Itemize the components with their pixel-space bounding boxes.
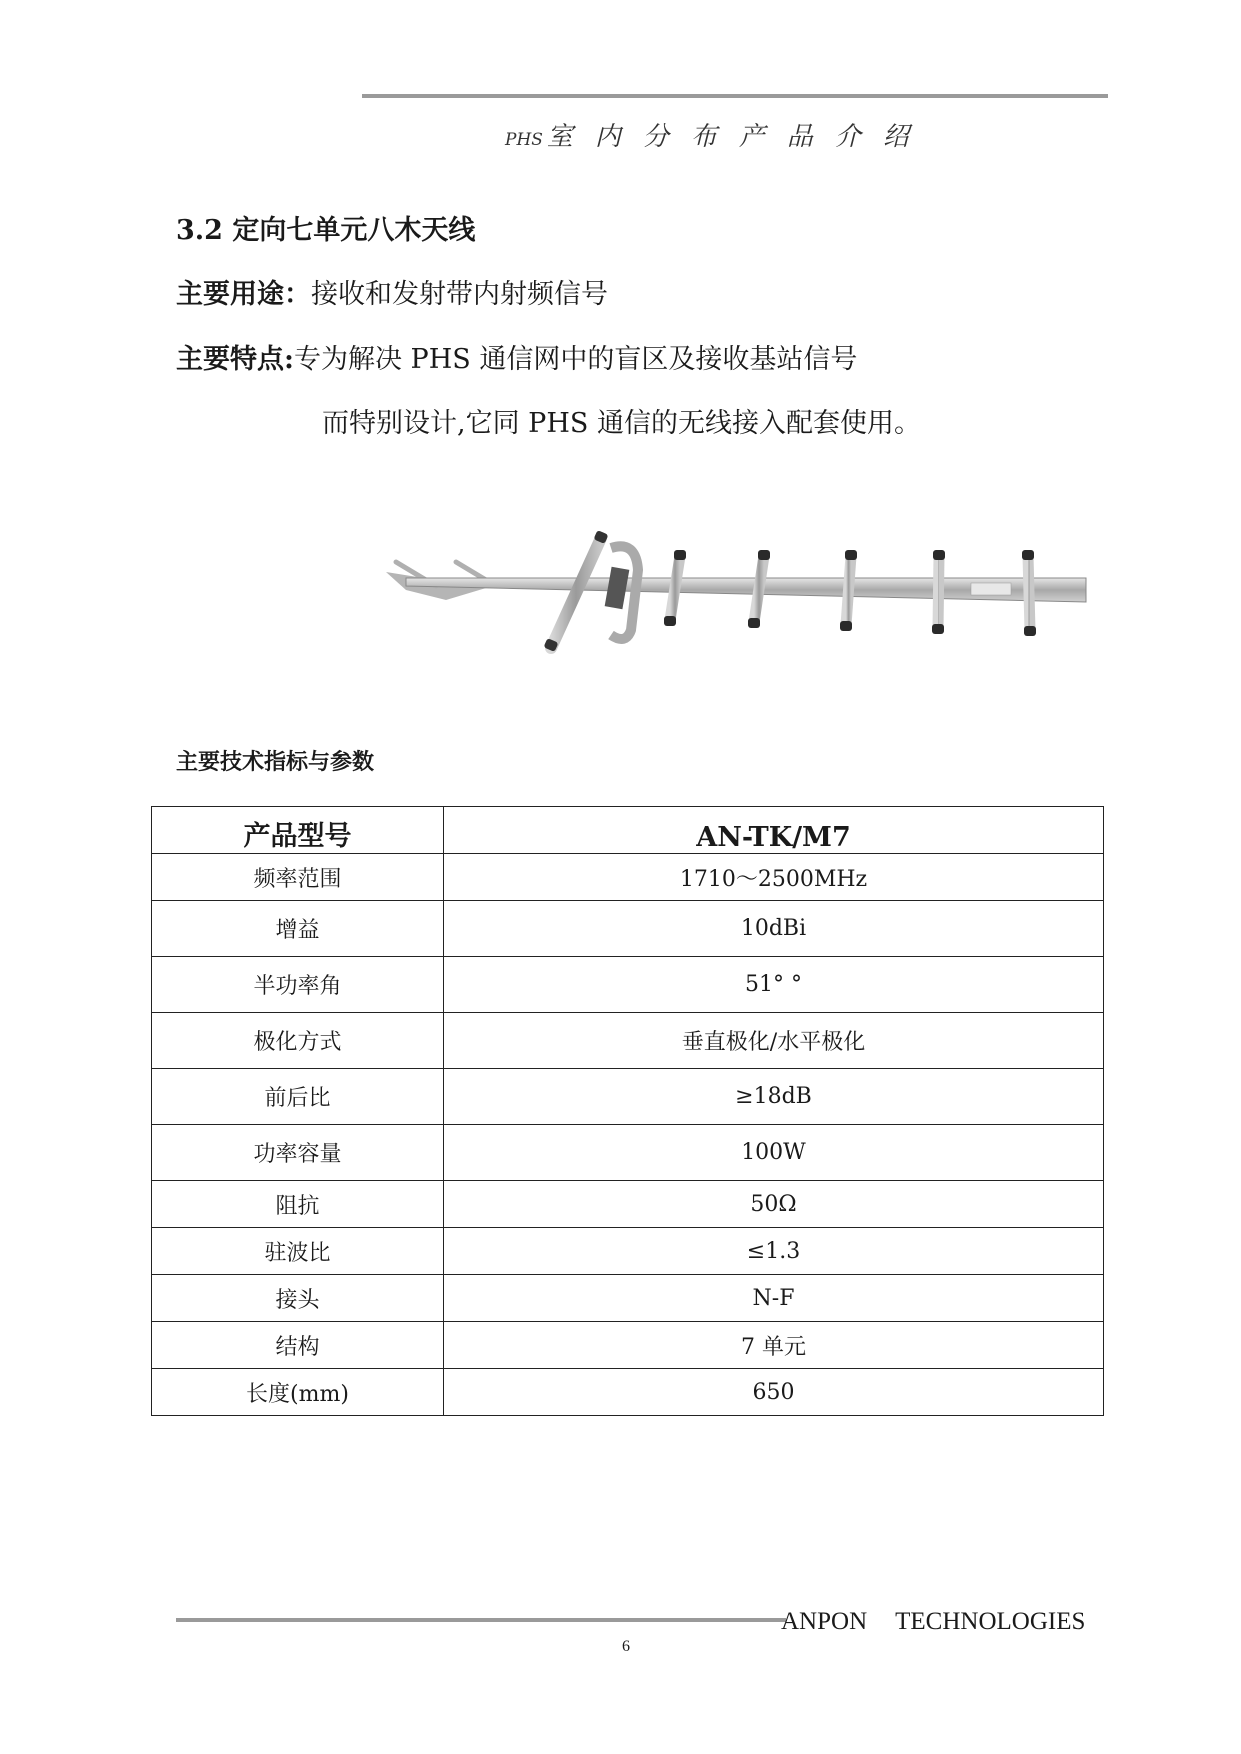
param-value: N-F — [444, 1275, 1104, 1322]
param-value: ≥18dB — [444, 1069, 1104, 1125]
table-row — [152, 1181, 1104, 1228]
param-label: 功率容量 — [152, 1125, 444, 1181]
features-continuation: 而特别设计,它同 PHS 通信的无线接入配套使用。 — [322, 408, 921, 439]
param-label: 增益 — [152, 901, 444, 957]
header-rule — [362, 94, 1108, 98]
table-row — [152, 1275, 1104, 1322]
table-header-row — [152, 807, 1104, 854]
param-value: 7 单元 — [444, 1322, 1104, 1369]
param-label: 半功率角 — [152, 957, 444, 1013]
model-label: 产品型号 — [152, 807, 444, 854]
company-name-part2: TECHNOLOGIES — [895, 1608, 1086, 1635]
table-row — [152, 901, 1104, 957]
usage-label: 主要用途： — [176, 279, 311, 310]
table-row — [152, 1322, 1104, 1369]
table-row — [152, 957, 1104, 1013]
table-row — [152, 1069, 1104, 1125]
param-label: 频率范围 — [152, 854, 444, 901]
spec-table-title: 主要技术指标与参数 — [176, 749, 375, 775]
usage-line — [176, 272, 608, 311]
param-value: ≤1.3 — [444, 1228, 1104, 1275]
param-label: 接头 — [152, 1275, 444, 1322]
usage-text: 接收和发射带内射频信号 — [311, 279, 608, 310]
param-value: 垂直极化/水平极化 — [444, 1013, 1104, 1069]
param-value: 1710～2500MHz — [444, 854, 1104, 901]
features-line — [176, 337, 857, 376]
yagi-antenna-photo — [386, 520, 1096, 655]
company-name-part1: ANPON — [781, 1608, 868, 1635]
param-label: 结构 — [152, 1322, 444, 1369]
param-label: 长度(mm) — [152, 1369, 444, 1416]
model-value: AN-TK/M7 — [444, 807, 1104, 854]
param-label: 驻波比 — [152, 1228, 444, 1275]
table-row — [152, 1369, 1104, 1416]
param-label: 前后比 — [152, 1069, 444, 1125]
table-row — [152, 1125, 1104, 1181]
table-row — [152, 1228, 1104, 1275]
param-label: 极化方式 — [152, 1013, 444, 1069]
param-value: 51° ° — [444, 957, 1104, 1013]
features-text: 专为解决 PHS 通信网中的盲区及接收基站信号 — [293, 344, 858, 375]
param-value: 100W — [444, 1125, 1104, 1181]
param-value: 10dBi — [444, 901, 1104, 957]
footer-rule — [176, 1618, 786, 1622]
param-value: 650 — [444, 1369, 1104, 1416]
section-title: 3.2 定向七单元八木天线 — [176, 215, 476, 246]
param-value: 50Ω — [444, 1181, 1104, 1228]
page-number: 6 — [622, 1638, 630, 1655]
header-prefix: PHS — [505, 130, 543, 150]
header-title: 室内分布产品介绍 — [546, 122, 931, 152]
features-label: 主要特点: — [176, 344, 294, 375]
table-row — [152, 1013, 1104, 1069]
spec-table — [151, 806, 1104, 1416]
table-row — [152, 854, 1104, 901]
document-header — [505, 116, 931, 153]
param-label: 阻抗 — [152, 1181, 444, 1228]
company-name — [781, 1608, 1085, 1636]
